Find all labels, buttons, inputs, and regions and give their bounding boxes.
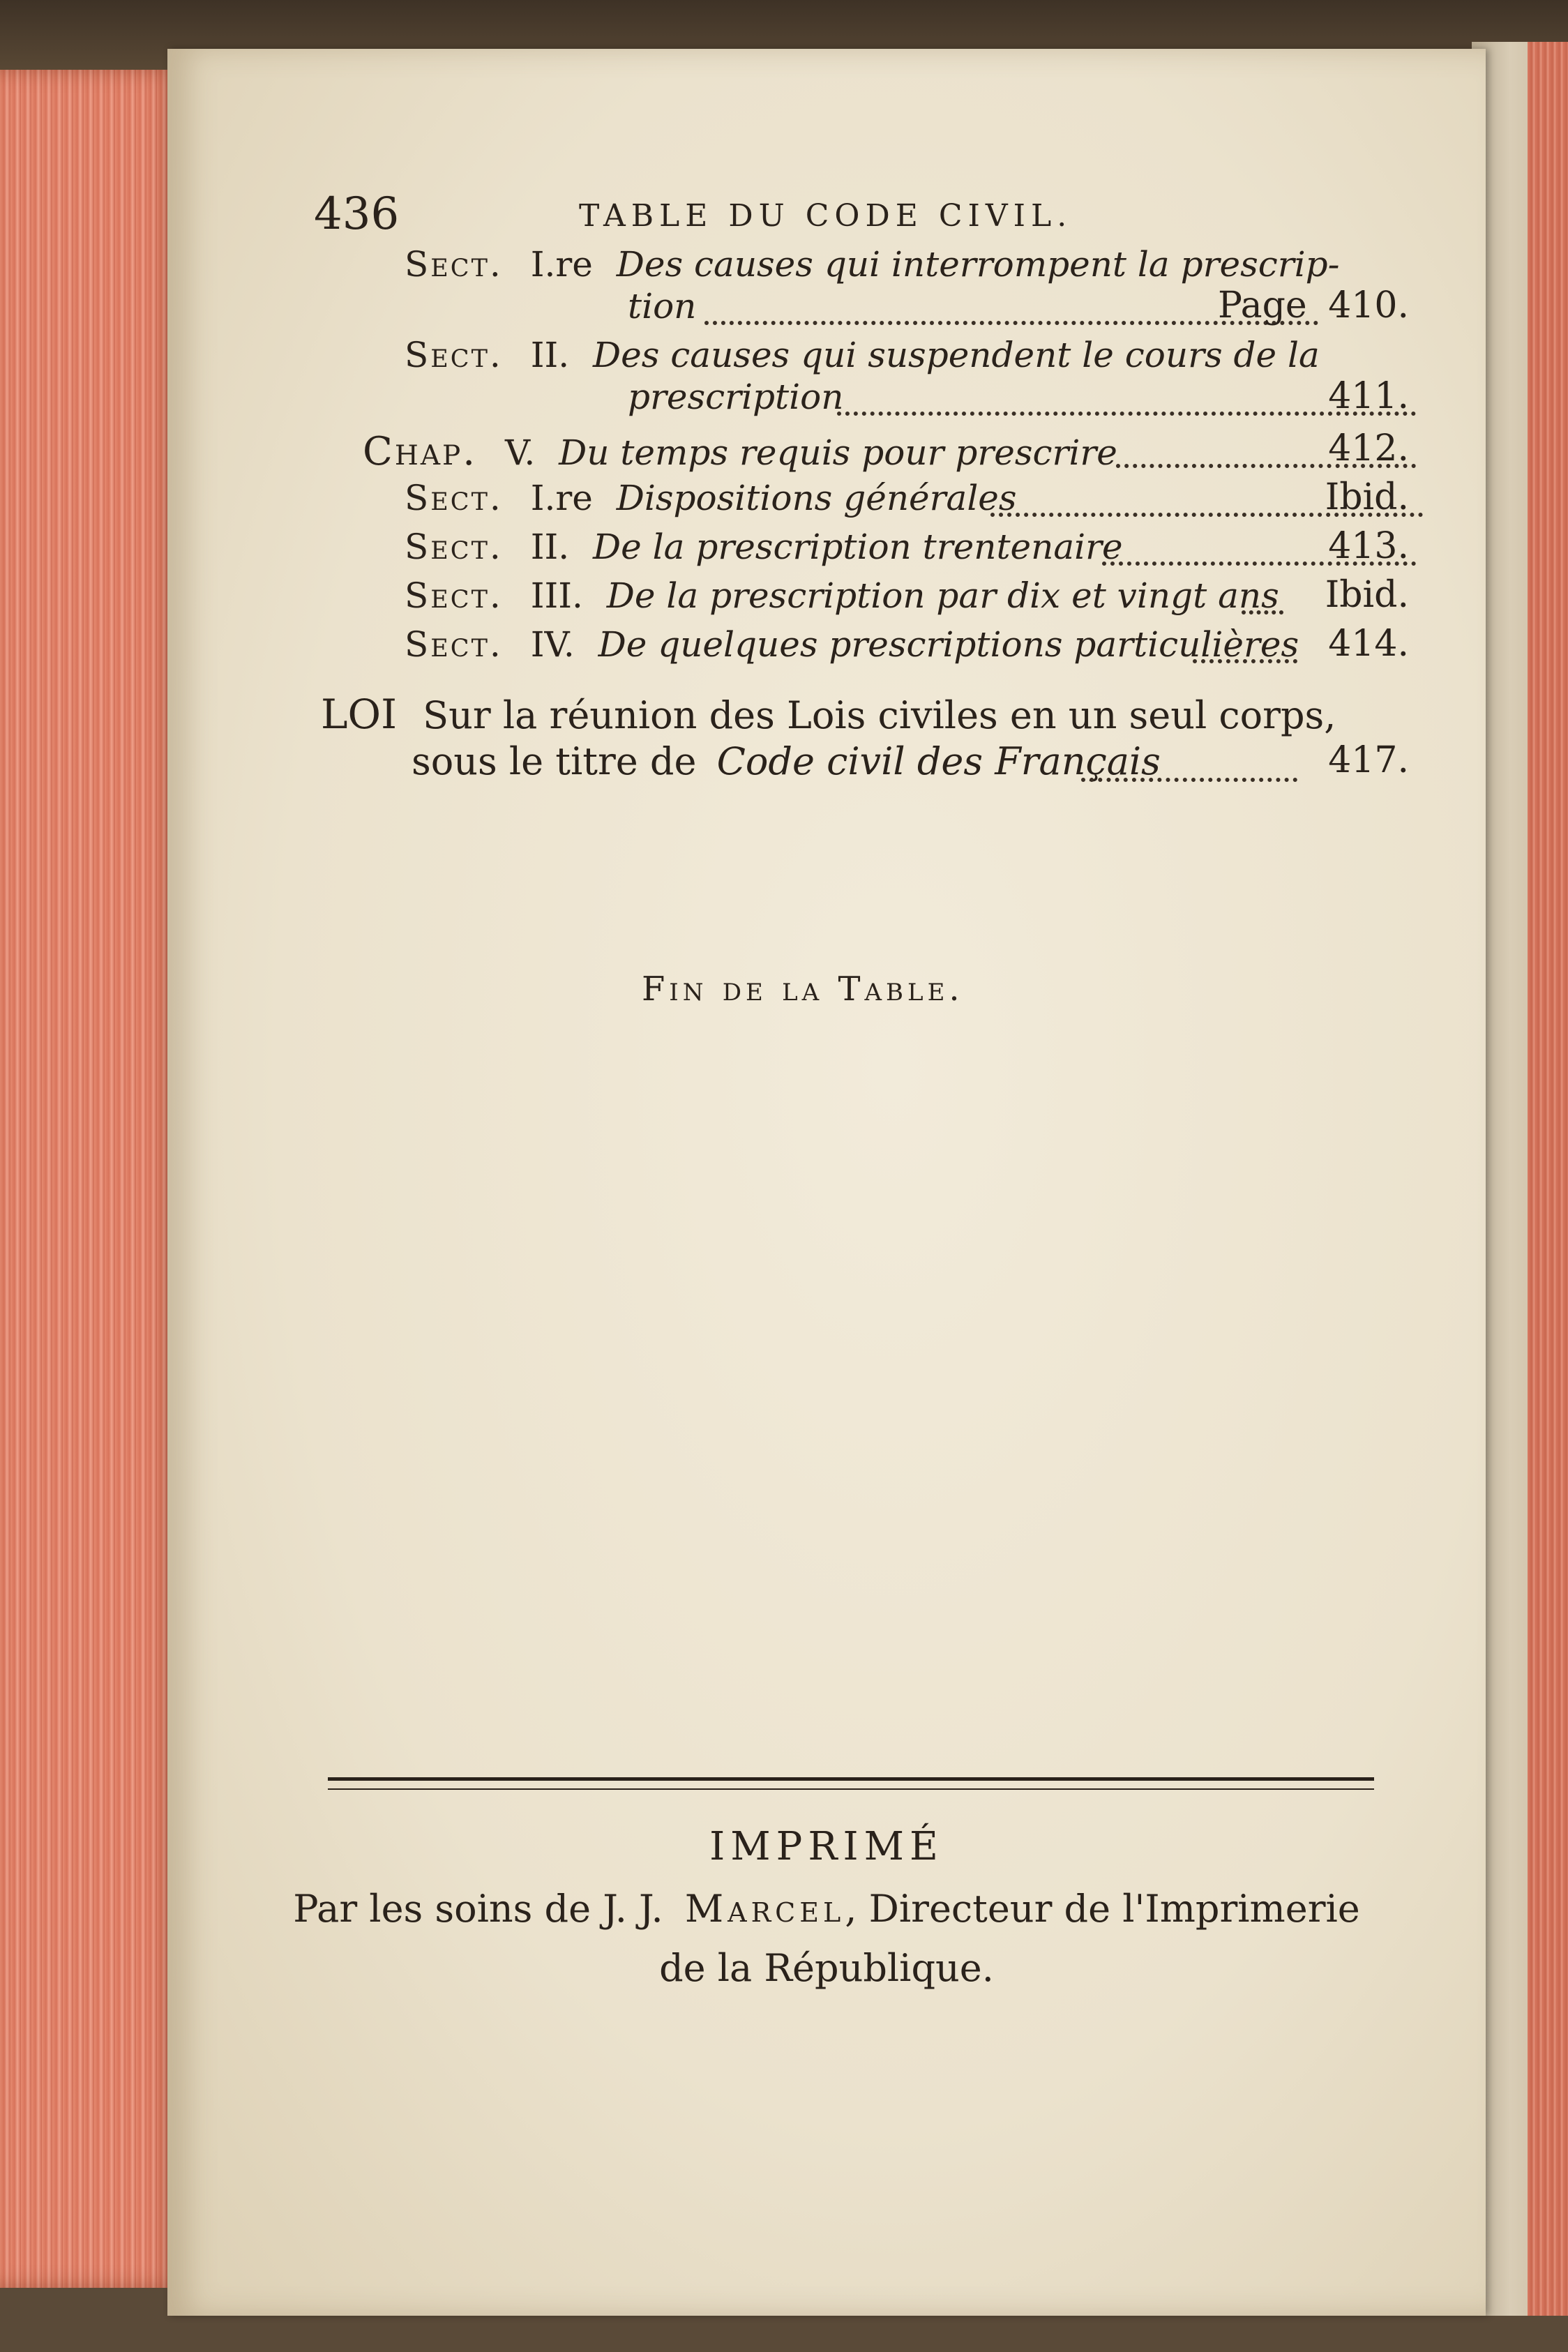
entry-text: De la prescription par dix et vingt ans: [606, 575, 1279, 616]
entry-page: 411.: [1328, 375, 1409, 417]
entry-number: II.: [530, 527, 570, 567]
entry-text: Dispositions générales: [616, 478, 1017, 518]
entry-text: Du temps requis pour prescrire: [559, 432, 1117, 473]
loi-text-prefix: sous le titre de: [412, 739, 697, 783]
entry-number: V.: [504, 432, 536, 473]
entry-page: 417.: [1328, 739, 1409, 781]
entry-page: 414.: [1328, 623, 1409, 665]
entry-label: Sect.: [405, 575, 503, 616]
entry-page: 412.: [1328, 428, 1409, 469]
toc-entry: [405, 478, 1017, 518]
imprint-name: Marcel: [684, 1887, 845, 1931]
entry-text: Des causes qui interrompent la prescrip-: [616, 244, 1340, 285]
double-rule-bottom: [328, 1788, 1374, 1790]
entry-text: De la prescription trentenaire: [593, 527, 1123, 567]
entry-number: II.: [530, 335, 570, 375]
entry-number: III.: [530, 575, 583, 616]
page-block-edge: [0, 70, 181, 2288]
entry-number: I.re: [530, 244, 593, 285]
entry-label: Sect.: [405, 478, 503, 518]
entry-text-continued: tion: [628, 286, 697, 326]
entry-text: Des causes qui suspendent le cours de la: [593, 335, 1320, 375]
imprint-suffix: , Directeur de l'Imprimerie: [845, 1887, 1360, 1931]
page-number: 436: [314, 188, 400, 240]
dot-leader: [1193, 659, 1297, 663]
running-title: TABLE DU CODE CIVIL.: [579, 198, 1073, 234]
loi-text: Sur la réunion des Lois civiles en un seul corps,: [423, 693, 1336, 737]
imprint-title: IMPRIMÉ: [709, 1824, 944, 1869]
entry-page: 413.: [1328, 525, 1409, 567]
imprint-publisher: de la République.: [659, 1946, 994, 1990]
loi-entry-continued: [412, 739, 1161, 783]
entry-page: Ibid.: [1325, 476, 1409, 518]
entry-number: I.re: [530, 478, 593, 518]
toc-entry: [405, 575, 1279, 616]
page-value: 410.: [1328, 285, 1409, 326]
dot-leader: [1081, 778, 1297, 782]
imprint-prefix: Par les soins de J. J.: [293, 1887, 663, 1931]
toc-entry: [405, 335, 1320, 375]
entry-text: De quelques prescriptions particulières: [598, 624, 1299, 665]
page-prefix: Page: [1217, 285, 1307, 326]
entry-label: Sect.: [405, 244, 503, 285]
end-of-table: Fin de la Table.: [642, 970, 964, 1009]
double-rule-top: [328, 1777, 1374, 1781]
entry-label: Sect.: [405, 527, 503, 567]
entry-page: [1172, 285, 1409, 326]
entry-label: Chap.: [363, 429, 478, 474]
dot-leader: [1242, 610, 1283, 615]
toc-entry: [405, 244, 1340, 285]
entry-number: IV.: [530, 624, 575, 665]
loi-entry: [321, 691, 1336, 738]
loi-code-title: Code civil des Français: [716, 739, 1161, 783]
loi-label: LOI: [321, 691, 397, 738]
entry-text-continued: prescription: [628, 377, 844, 417]
toc-entry: [405, 624, 1299, 665]
entry-label: Sect.: [405, 335, 503, 375]
right-page-edge: [1528, 42, 1568, 2316]
toc-entry: [363, 429, 1117, 474]
imprint-credit: [167, 1887, 1486, 1931]
book-page: [167, 49, 1486, 2316]
entry-page: Ibid.: [1325, 574, 1409, 616]
toc-entry: [405, 527, 1123, 567]
entry-label: Sect.: [405, 624, 503, 665]
